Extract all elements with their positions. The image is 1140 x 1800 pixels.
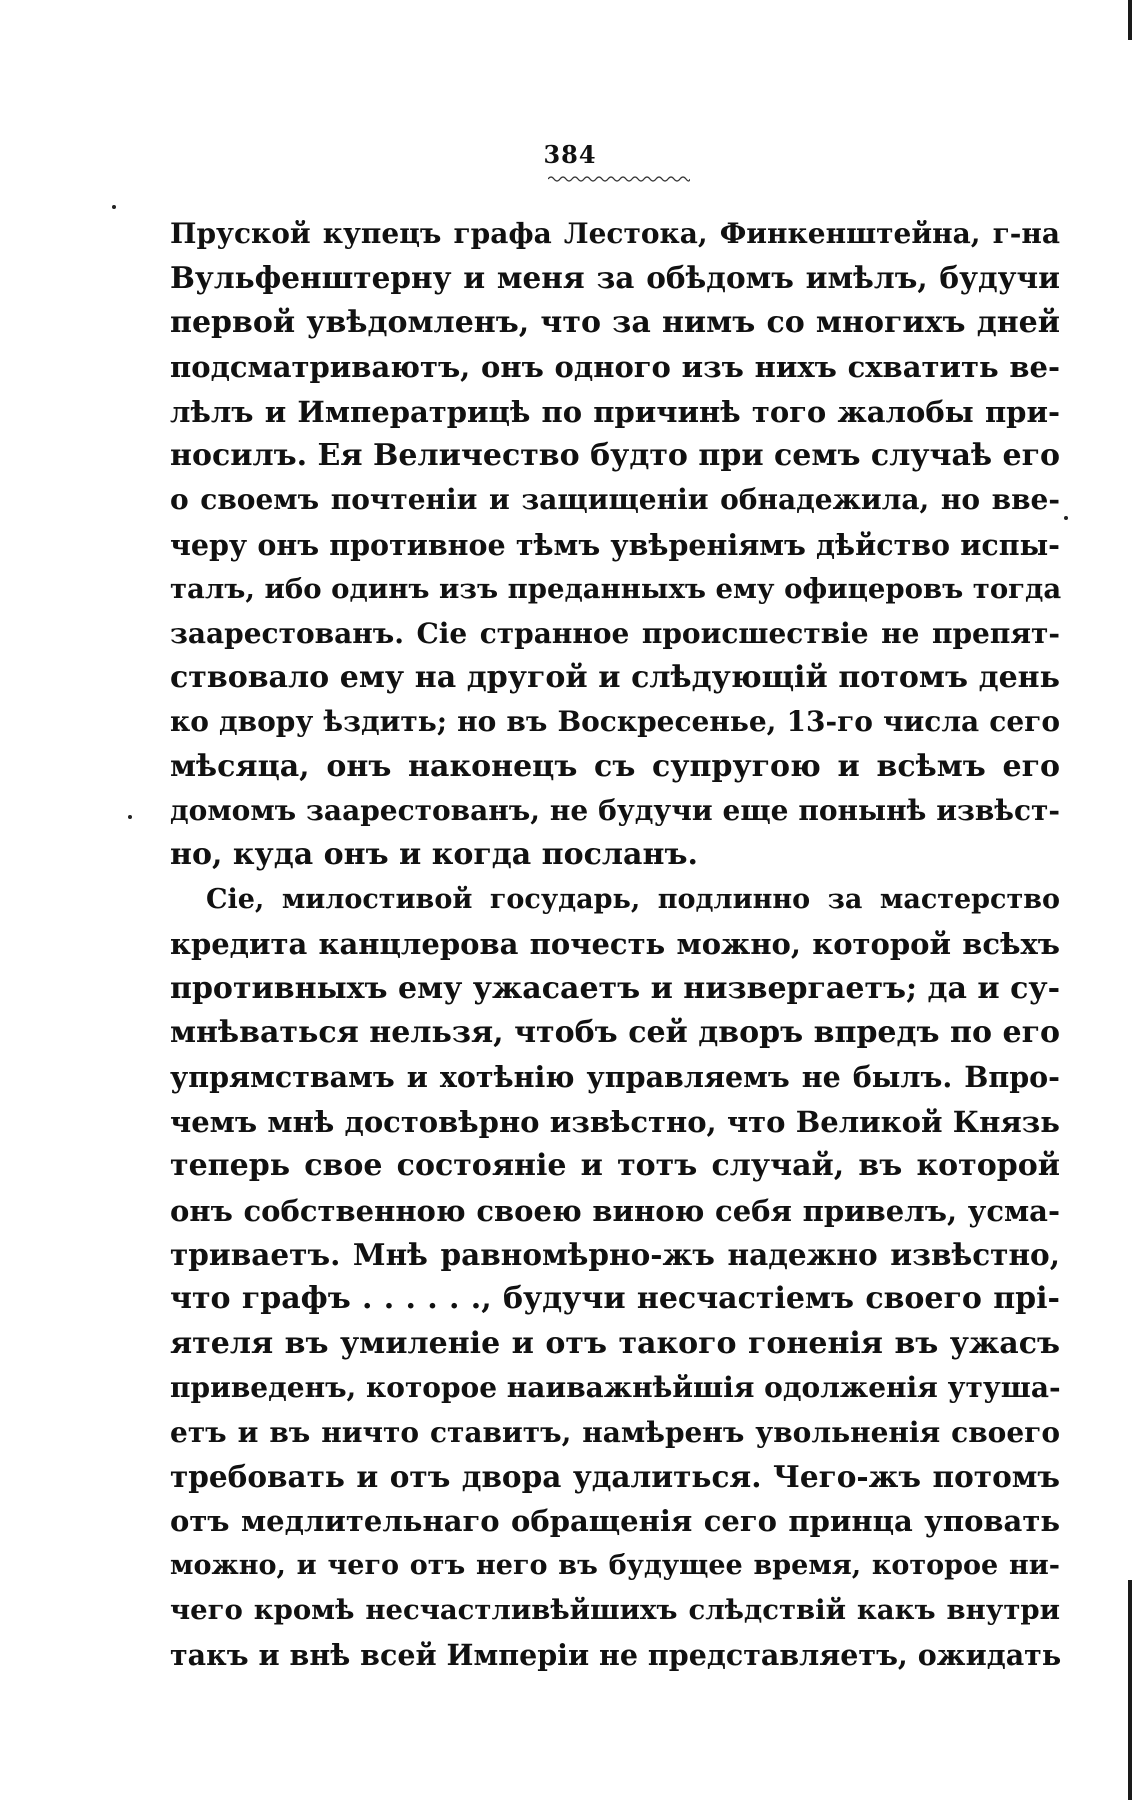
text-line: но, куда онъ и когда посланъ. <box>170 837 698 873</box>
text-line: мѣсяца, онъ наконецъ съ супругою и всѣмъ его <box>170 748 1060 784</box>
page-number: 384 <box>543 140 597 169</box>
text-line: черу онъ противное тѣмъ увѣреніямъ дѣйство испы- <box>170 527 1060 562</box>
margin-speck <box>128 815 132 819</box>
text-line: чемъ мнѣ достовѣрно извѣстно, что Великой Князь <box>170 1104 1060 1139</box>
text-line: отъ медлительнаго обращенія сего принца уповать <box>170 1504 1060 1539</box>
text-line: можно, и чего отъ него въ будущее время, которое ни- <box>170 1549 1060 1581</box>
text-line: упрямствамъ и хотѣнію управляемъ не былъ. Впро- <box>170 1060 1060 1095</box>
text-line: теперь свое состояніе и тотъ случай, въ которой <box>170 1148 1060 1184</box>
text-line: ко двору ѣздить; но въ Воскресенье, 13-го числа сего <box>170 705 1060 739</box>
text-line: ятеля въ умиленіе и отъ такого гоненія въ ужасъ <box>170 1325 1060 1361</box>
text-line: етъ и въ ничто ставитъ, намѣренъ увольненія своего <box>170 1415 1060 1449</box>
text-line: о своемъ почтеніи и защищеніи обнадежила, но вве- <box>170 483 1060 517</box>
margin-speck <box>1064 516 1068 520</box>
text-line: требовать и отъ двора удалиться. Чего-жъ потомъ <box>170 1458 1060 1494</box>
text-line: Пруской купецъ графа Лестока, Финкенштейна, г-на <box>170 217 1060 250</box>
text-line: ствовало ему на другой и слѣдующій потомъ день <box>170 659 1060 695</box>
body-text <box>170 212 1060 1677</box>
text-line: мнѣваться нельзя, чтобъ сей дворъ впредъ по его <box>170 1015 1060 1051</box>
text-line: подсматриваютъ, онъ одного изъ нихъ схватить ве- <box>170 350 1060 385</box>
text-line: заарестованъ. Сіе странное происшествіе не препят- <box>170 616 1060 650</box>
text-line: кредита канцлерова почесть можно, которой всѣхъ <box>170 927 1060 962</box>
text-line: носилъ. Ея Величество будто при семъ случаѣ его <box>170 437 1060 473</box>
scan-edge-shadow-top <box>1128 0 1132 40</box>
text-line: первой увѣдомленъ, что за нимъ со многихъ дней <box>170 304 1060 340</box>
margin-speck <box>112 205 116 209</box>
text-line: Сіе, милостивой государь, подлинно за мастерство <box>206 883 1060 915</box>
text-line: Вульфенштерну и меня за обѣдомъ имѣлъ, будучи <box>170 260 1060 296</box>
text-line: противныхъ ему ужасаетъ и низвергаетъ; да и су- <box>170 970 1061 1006</box>
text-line: онъ собственною своею виною себя привелъ, усма- <box>170 1193 1060 1228</box>
text-line: такъ и внѣ всей Имперіи не представляетъ, ожидать <box>170 1637 1062 1672</box>
text-line: чего кромѣ несчастливѣйшихъ слѣдствій какъ внутри <box>170 1594 1060 1627</box>
text-line: приведенъ, которое наиважнѣйшія одолженія утуша- <box>170 1371 1061 1405</box>
text-line: что графъ . . . . . ., будучи несчастіемъ своего прі- <box>170 1281 1060 1317</box>
text-line: талъ, ибо одинъ изъ преданныхъ ему офицеровъ тогда <box>170 573 1062 606</box>
ornamental-wavy-rule <box>548 174 690 184</box>
paragraph <box>170 878 1060 1677</box>
text-line: триваетъ. Мнѣ равномѣрно-жъ надежно извѣстно, <box>170 1236 1060 1272</box>
text-line: домомъ заарестованъ, не будучи еще понынѣ извѣст- <box>170 794 1060 828</box>
text-line: лѣлъ и Императрицѣ по причинѣ того жалобы при- <box>170 394 1060 429</box>
scan-edge-shadow-bottom <box>1128 1580 1132 1800</box>
paragraph <box>170 212 1060 878</box>
